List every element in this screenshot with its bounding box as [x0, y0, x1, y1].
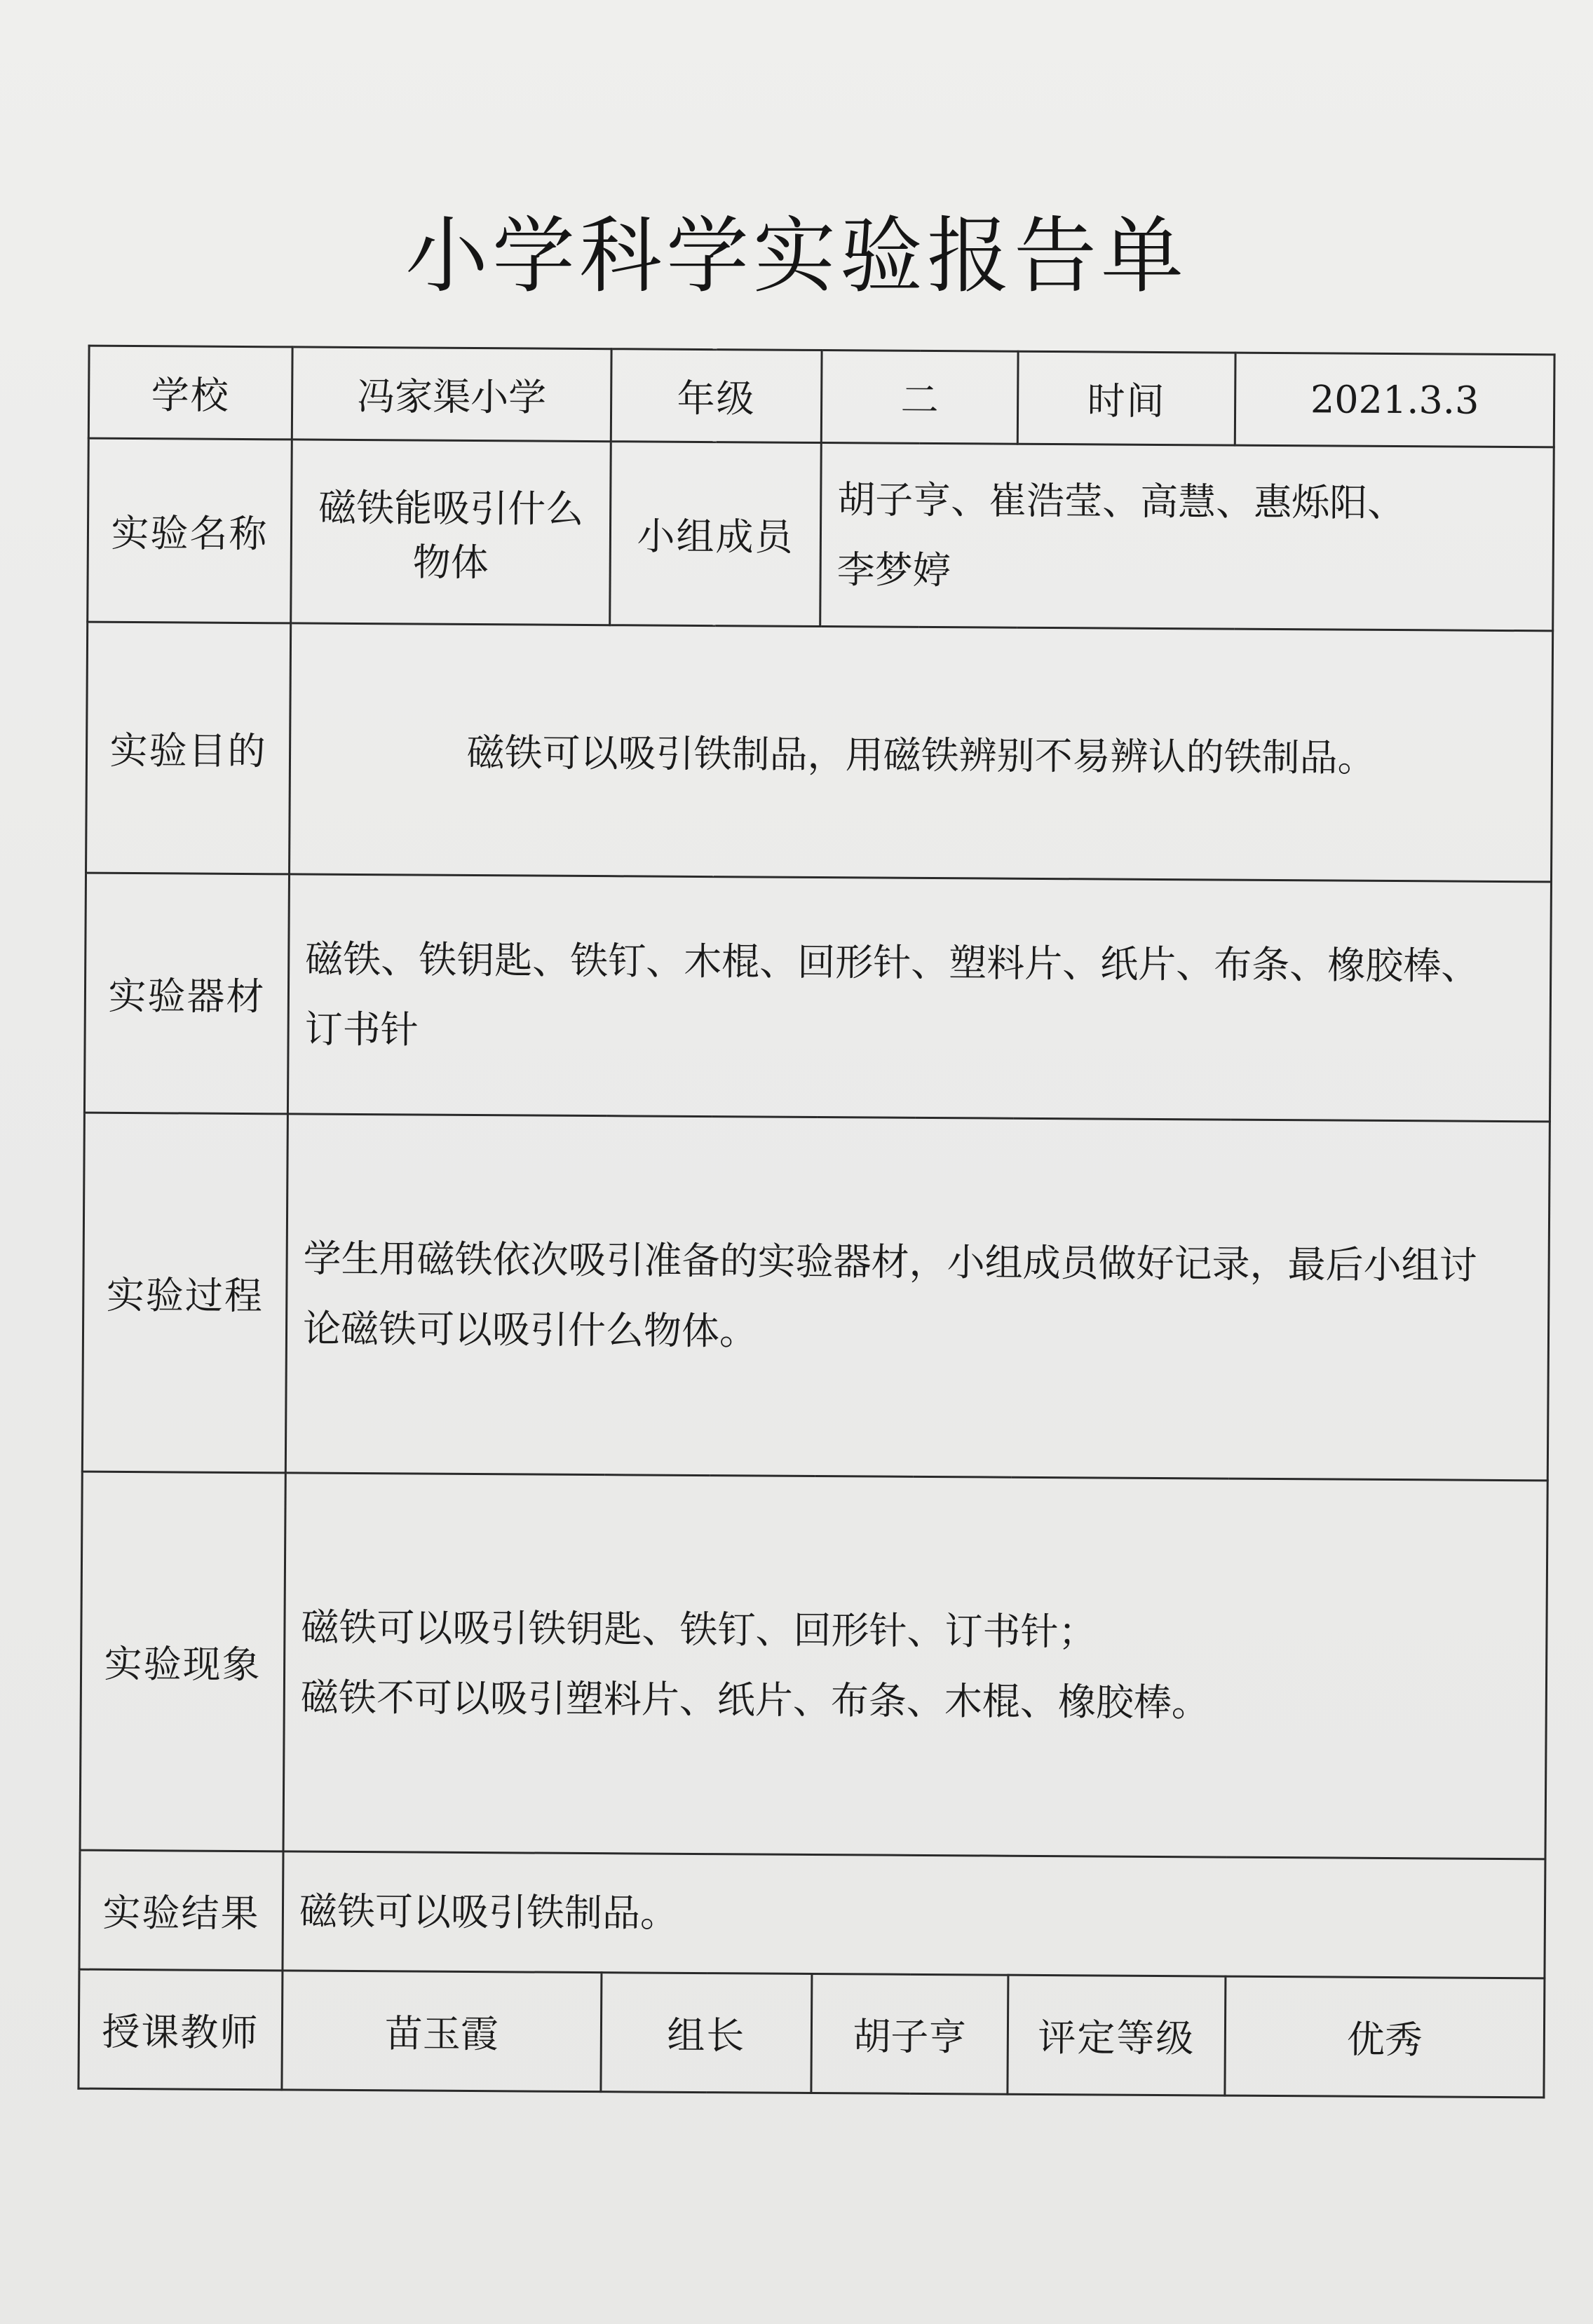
teacher-value: 苗玉霞	[282, 1971, 602, 2092]
result-row	[79, 1850, 1545, 1978]
purpose-row	[86, 622, 1553, 882]
grade-label: 年级	[611, 349, 822, 443]
phenomenon-text	[283, 1473, 1547, 1859]
experiment-name-value: 磁铁能吸引什么物体	[291, 440, 611, 625]
phenomenon-line-1: 磁铁可以吸引铁钥匙、铁钉、回形针、订书针；	[301, 1605, 1097, 1654]
materials-line-2: 订书针	[304, 1007, 419, 1052]
members-value	[820, 443, 1554, 631]
materials-label: 实验器材	[84, 873, 289, 1114]
materials-line-1: 磁铁、铁钥匙、铁钉、木棍、回形针、塑料片、纸片、布条、橡胶棒、	[305, 937, 1479, 988]
phenomenon-row	[80, 1472, 1547, 1859]
time-label: 时间	[1017, 351, 1235, 445]
materials-row	[84, 873, 1551, 1122]
result-label: 实验结果	[79, 1850, 283, 1971]
result-text: 磁铁可以吸引铁制品。	[283, 1851, 1545, 1978]
members-line-1: 胡子亨、崔浩莹、高慧、惠烁阳、	[837, 477, 1406, 525]
process-label: 实验过程	[82, 1113, 287, 1473]
experiment-name-label: 实验名称	[88, 438, 292, 623]
phenomenon-label: 实验现象	[80, 1472, 285, 1851]
members-label: 小组成员	[610, 442, 822, 627]
rating-value: 优秀	[1225, 1976, 1545, 2098]
process-row	[82, 1113, 1550, 1481]
process-text	[285, 1114, 1550, 1481]
header-row	[88, 346, 1554, 447]
experiment-report-table	[77, 345, 1555, 2099]
leader-value: 胡子亨	[811, 1973, 1008, 2094]
school-label: 学校	[88, 346, 292, 440]
members-line-2: 李梦婷	[836, 547, 951, 592]
page-title: 小学科学实验报告单	[405, 208, 1188, 304]
experiment-name-row	[88, 438, 1554, 631]
process-line-2: 论磁铁可以吸引什么物体。	[302, 1306, 758, 1353]
time-value: 2021.3.3	[1235, 353, 1554, 447]
leader-label: 组长	[601, 1973, 812, 2093]
footer-row	[79, 1969, 1545, 2098]
process-line-1: 学生用磁铁依次吸引准备的实验器材，小组成员做好记录，最后小组讨	[303, 1236, 1477, 1288]
teacher-label: 授课教师	[79, 1969, 283, 2090]
rating-label: 评定等级	[1008, 1975, 1226, 2095]
materials-text	[287, 874, 1551, 1122]
purpose-text: 磁铁可以吸引铁制品，用磁铁辨别不易辨认的铁制品。	[290, 623, 1553, 882]
school-value: 冯家渠小学	[292, 347, 611, 442]
purpose-label: 实验目的	[86, 622, 291, 874]
grade-value: 二	[821, 351, 1018, 444]
phenomenon-line-2: 磁铁不可以吸引塑料片、纸片、布条、木棍、橡胶棒。	[300, 1675, 1210, 1725]
